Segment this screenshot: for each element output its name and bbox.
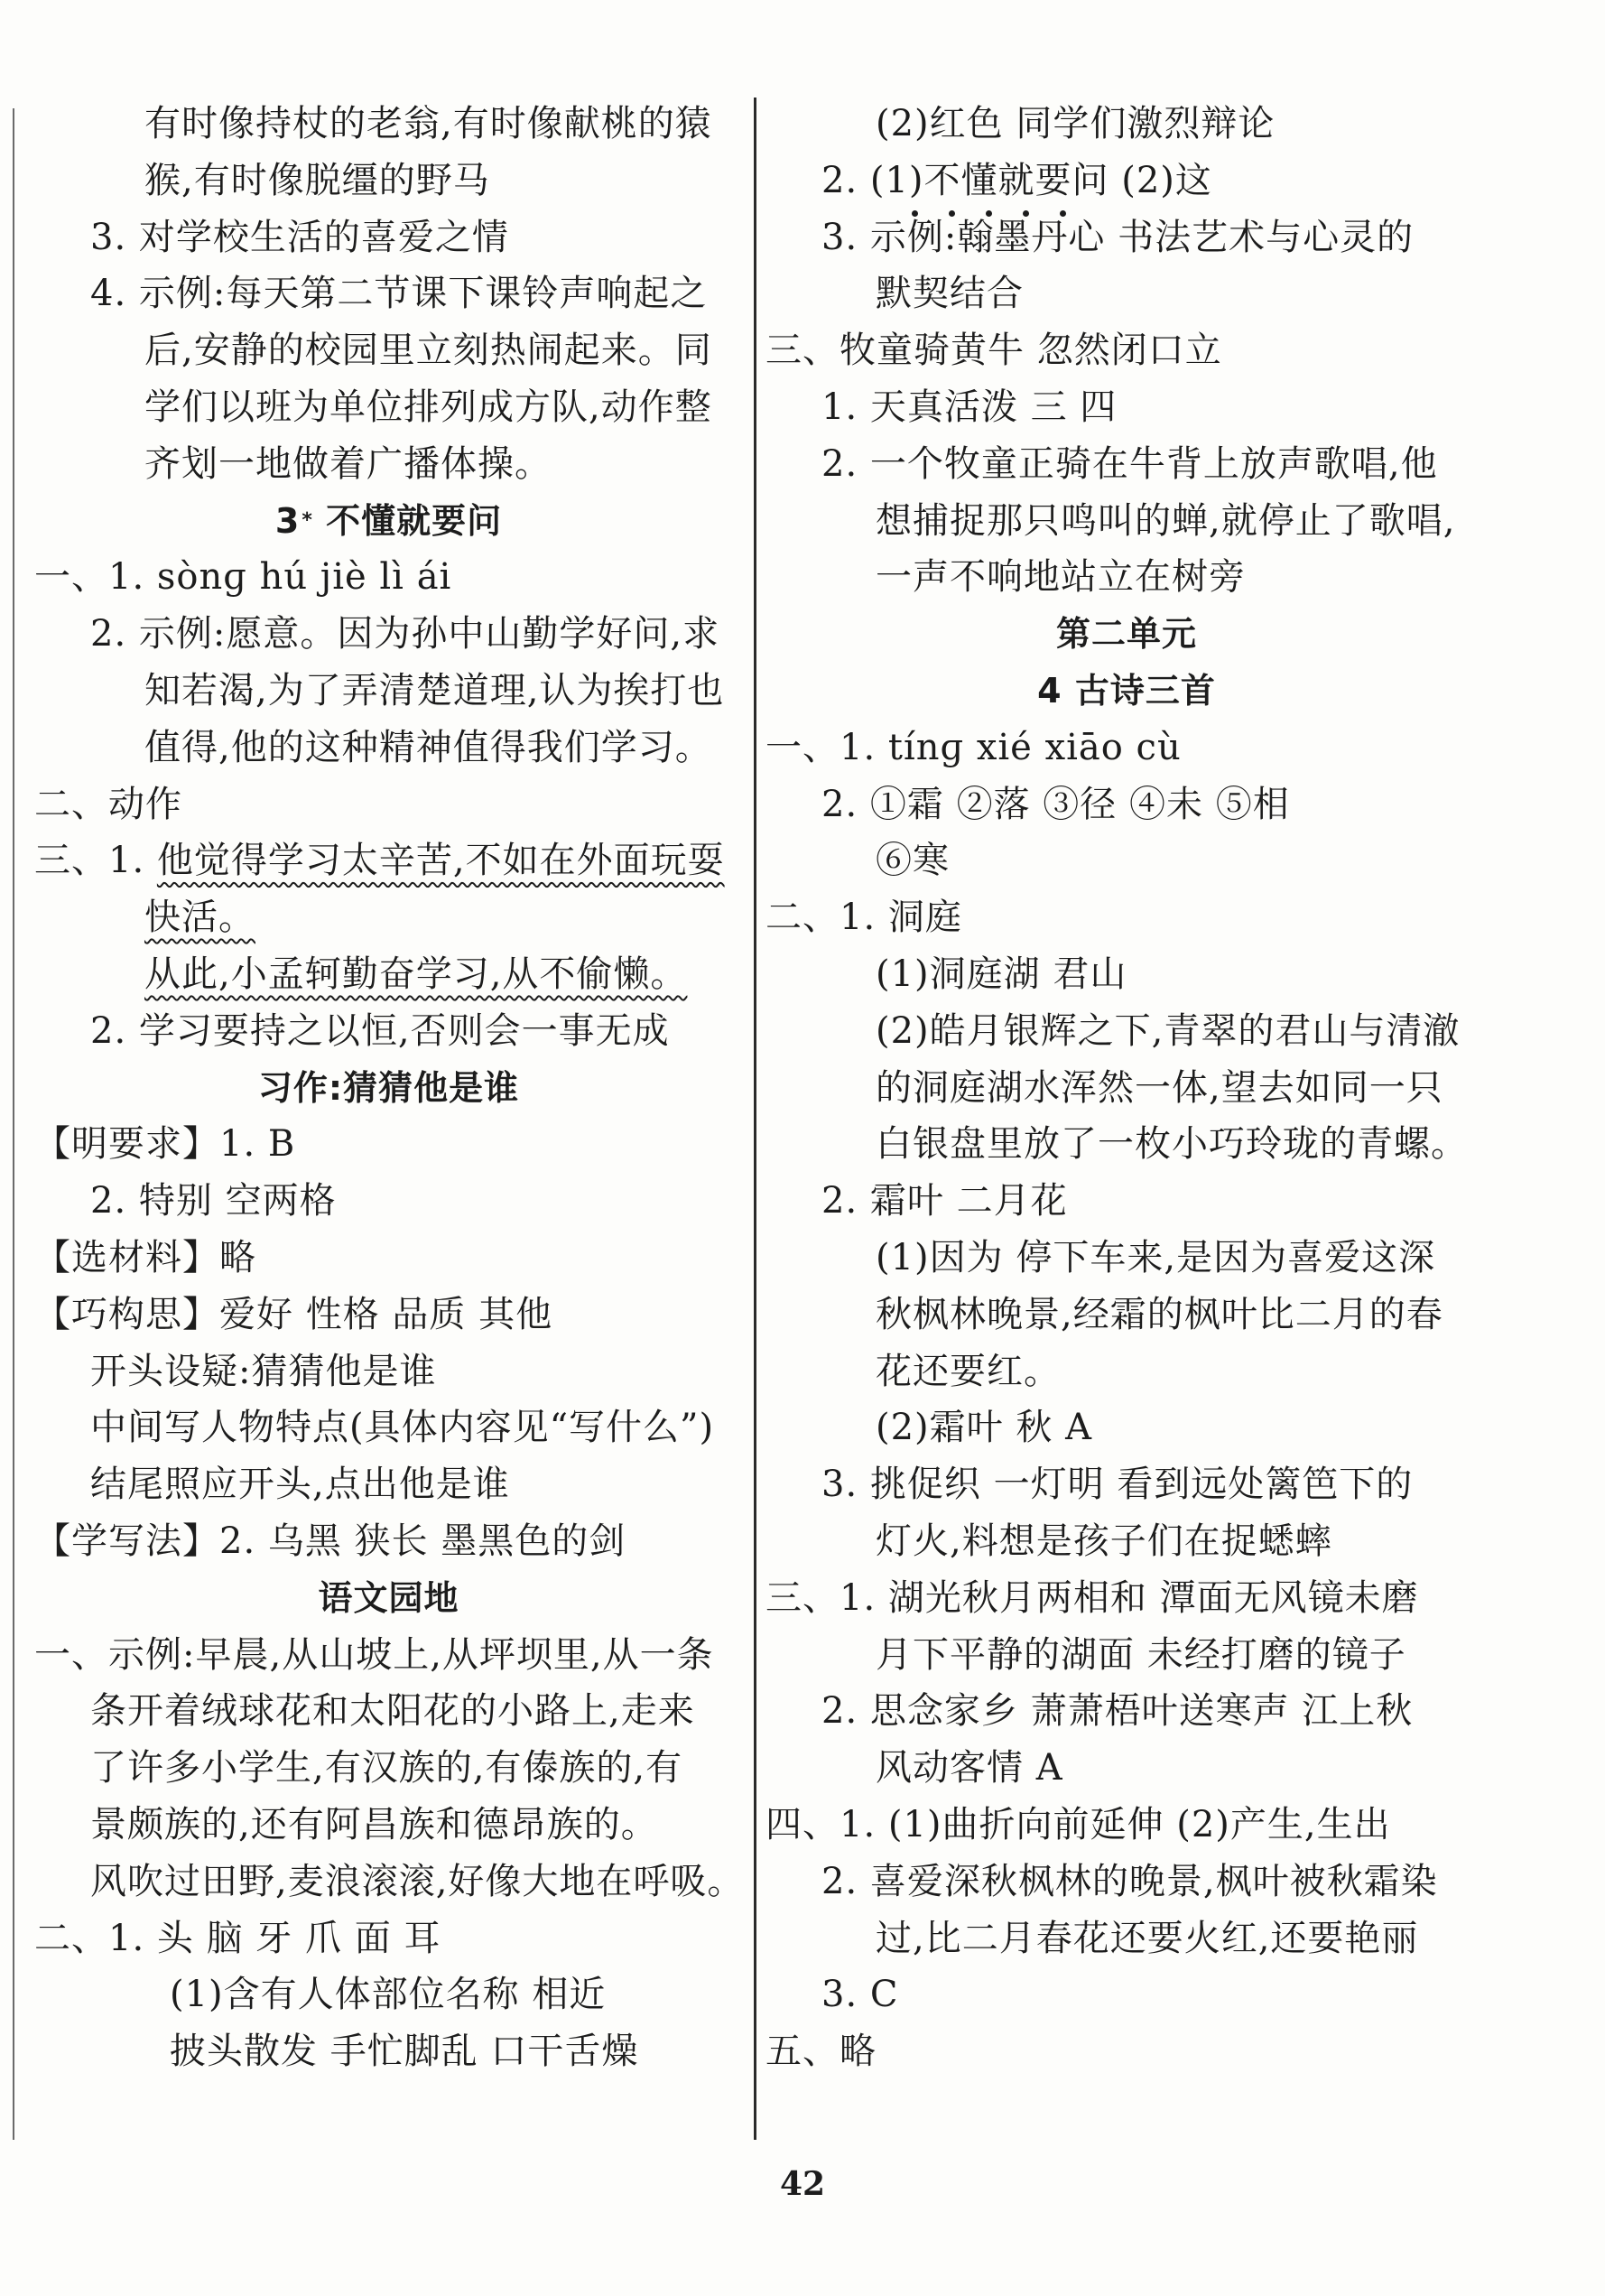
answer-line xyxy=(34,99,743,148)
answer-line xyxy=(765,1290,1488,1339)
line-text: 灯火,料想是孩子们在捉蟋蟀 xyxy=(876,1520,1332,1562)
line-text: (1)因为 停下车来,是因为喜爱这深 xyxy=(876,1237,1436,1278)
line-text: 二、1. 头 脑 牙 爪 面 耳 xyxy=(34,1917,441,1959)
line-text: 2. 特别 空两格 xyxy=(90,1180,337,1222)
answer-line xyxy=(34,1290,743,1339)
line-text: 知若渴,为了弄清楚道理,认为挨打也 xyxy=(144,670,725,711)
answer-line xyxy=(765,553,1488,601)
answer-line xyxy=(34,1347,743,1396)
answer-line xyxy=(34,1233,743,1282)
line-text: 第二单元 xyxy=(1055,614,1197,655)
line-text: 四、1. (1)曲折向前延伸 (2)产生,生出 xyxy=(765,1804,1391,1845)
line-text: 开头设疑:猜猜他是谁 xyxy=(90,1350,437,1392)
answer-line xyxy=(34,1857,743,1906)
answer-line xyxy=(765,780,1488,829)
answer-line xyxy=(765,2027,1488,2076)
answer-line xyxy=(34,213,743,262)
line-text: 3. 示例:翰墨丹心 书法艺术与心灵的 xyxy=(821,216,1415,258)
answer-line xyxy=(34,1743,743,1792)
answer-line xyxy=(34,1460,743,1509)
line-text: (2)皓月银辉之下,青翠的君山与清澈 xyxy=(876,1009,1461,1052)
line-text: 1. 天真活泼 三 四 xyxy=(821,386,1118,428)
line-text: 二、动作 xyxy=(34,783,182,825)
line-text: 【选材料】略 xyxy=(34,1237,256,1278)
answer-line xyxy=(765,1460,1488,1509)
line-text: 2. 霜叶 二月花 xyxy=(821,1180,1068,1222)
line-text: 值得,他的这种精神值得我们学习。 xyxy=(144,726,712,768)
answer-line xyxy=(34,1403,743,1452)
line-text: 猴,有时像脱缰的野马 xyxy=(144,159,490,201)
answer-line xyxy=(765,1176,1488,1225)
line-text: 一、1. tínɡ xié xiāo cù xyxy=(765,726,1182,768)
answer-line xyxy=(34,950,743,999)
line-text: 五、略 xyxy=(765,2031,877,2073)
answer-line xyxy=(34,666,743,715)
line-text: 三、牧童骑黄牛 忽然闭口立 xyxy=(765,330,1222,372)
line-text: 从此,小孟轲勤奋学习,从不偷懒。 xyxy=(144,953,688,995)
answer-line xyxy=(34,723,743,772)
line-text: 语文园地 xyxy=(318,1577,459,1618)
line-text: 2. 学习要持之以恒,否则会一事无成 xyxy=(90,1009,670,1052)
answer-line xyxy=(765,497,1488,545)
answer-line xyxy=(765,893,1488,942)
line-text: 了许多小学生,有汉族的,有傣族的,有 xyxy=(90,1747,683,1789)
section-heading xyxy=(34,1574,743,1622)
answer-line xyxy=(34,836,743,885)
answer-line xyxy=(765,1800,1488,1849)
line-text: 中间写人物特点(具体内容见“写什么”) xyxy=(90,1407,715,1449)
answer-line xyxy=(34,1631,743,1679)
answer-line xyxy=(765,1517,1488,1566)
answer-line xyxy=(765,950,1488,999)
answer-line xyxy=(765,269,1488,318)
line-text: 后,安静的校园里立刻热闹起来。同 xyxy=(144,330,712,372)
answer-line xyxy=(765,1743,1488,1792)
answer-line xyxy=(765,836,1488,885)
answer-line xyxy=(34,553,743,601)
heading-title: 不懂就要问 xyxy=(312,500,503,541)
section-heading xyxy=(765,666,1488,715)
line-text: 想捕捉那只鸣叫的蝉,就停止了歌唱, xyxy=(876,499,1456,542)
line-text: 【巧构思】爱好 性格 品质 其他 xyxy=(34,1293,553,1335)
binding-edge-line xyxy=(13,108,14,2140)
section-heading xyxy=(34,497,743,545)
line-text: 习作:猜猜他是谁 xyxy=(257,1067,520,1108)
line-text: 齐划一地做着广播体操。 xyxy=(144,442,552,485)
line-text: 二、1. 洞庭 xyxy=(765,897,962,939)
column-divider xyxy=(754,98,756,2140)
line-text: 风动客情 A xyxy=(876,1747,1063,1789)
line-text: 过,比二月春花还要火红,还要艳丽 xyxy=(876,1917,1419,1959)
answer-line xyxy=(34,326,743,375)
answer-line xyxy=(765,1631,1488,1679)
answer-line xyxy=(765,326,1488,375)
answer-line xyxy=(34,2027,743,2076)
answer-line xyxy=(34,1687,743,1735)
line-text: 披头散发 手忙脚乱 口干舌燥 xyxy=(170,2031,639,2073)
answer-line xyxy=(765,1120,1488,1168)
line-text: 2. 思念家乡 萧萧梧叶送寒声 江上秋 xyxy=(821,1690,1414,1733)
line-text: 4 古诗三首 xyxy=(1037,671,1216,711)
answer-line xyxy=(34,1970,743,2019)
line-text: 一、1. sònɡ hú jiè lì ái xyxy=(34,556,452,599)
answer-line xyxy=(765,1857,1488,1906)
line-text: (2)霜叶 秋 A xyxy=(876,1407,1092,1449)
line-text: 风吹过田野,麦浪滚滚,好像大地在呼吸。 xyxy=(90,1860,745,1902)
page-number: 42 xyxy=(779,2165,826,2203)
answer-line xyxy=(34,609,743,658)
section-heading xyxy=(765,609,1488,658)
line-text: 结尾照应开头,点出他是谁 xyxy=(90,1464,510,1506)
answer-line xyxy=(34,780,743,829)
answer-line xyxy=(34,893,743,942)
answer-line xyxy=(765,1064,1488,1112)
line-text: 2. (1)不懂就要问 (2)这 xyxy=(821,159,1212,201)
line-text: 秋枫林晚景,经霜的枫叶比二月的春 xyxy=(876,1293,1443,1335)
line-text: 景颇族的,还有阿昌族和德昂族的。 xyxy=(90,1804,658,1845)
answer-line xyxy=(34,269,743,318)
answer-line xyxy=(34,156,743,205)
answer-line xyxy=(765,99,1488,148)
answer-line xyxy=(34,440,743,488)
answer-line xyxy=(765,723,1488,772)
line-text: 白银盘里放了一枚小巧玲珑的青螺。 xyxy=(876,1123,1468,1166)
line-text: 一声不响地站立在树旁 xyxy=(876,556,1246,599)
answer-line xyxy=(765,1970,1488,2019)
line-text: 默契结合 xyxy=(876,273,1024,315)
line-text: 4. 示例:每天第二节课下课铃声响起之 xyxy=(90,273,708,315)
line-text: 3 xyxy=(274,500,301,541)
answer-line xyxy=(765,1403,1488,1452)
line-text: 三、1. 他觉得学习太辛苦,不如在外面玩耍 xyxy=(34,840,725,882)
line-text: 2. ①霜 ②落 ③径 ④未 ⑤相 xyxy=(821,783,1290,825)
line-text: 月下平静的湖面 未经打磨的镜子 xyxy=(876,1633,1406,1676)
line-text: 3. 对学校生活的喜爱之情 xyxy=(90,216,509,258)
line-text: 的洞庭湖水浑然一体,望去如同一只 xyxy=(876,1066,1443,1109)
line-text: 2. 示例:愿意。因为孙中山勤学好问,求 xyxy=(90,613,720,655)
answer-line xyxy=(765,1347,1488,1396)
section-heading xyxy=(34,1064,743,1112)
answer-line xyxy=(765,1914,1488,1963)
optional-lesson-mark: * xyxy=(302,508,313,532)
line-text: ⑥寒 xyxy=(876,840,950,882)
answer-line xyxy=(34,1120,743,1168)
line-text: (2)红色 同学们激烈辩论 xyxy=(876,103,1276,144)
answer-line xyxy=(765,1687,1488,1735)
line-text: 花还要红。 xyxy=(876,1350,1061,1392)
answer-line xyxy=(34,1176,743,1225)
answer-line xyxy=(34,1517,743,1566)
answer-line xyxy=(765,1574,1488,1622)
line-text: (1)含有人体部位名称 相近 xyxy=(170,1974,607,2016)
answer-line xyxy=(765,156,1488,205)
line-text: (1)洞庭湖 君山 xyxy=(876,953,1127,995)
answer-line xyxy=(765,383,1488,432)
line-text: 条开着绒球花和太阳花的小路上,走来 xyxy=(90,1690,695,1733)
answer-line xyxy=(765,1233,1488,1282)
line-text: 有时像持杖的老翁,有时像献桃的猿 xyxy=(144,103,712,144)
answer-line xyxy=(765,213,1488,262)
line-text: 快活。 xyxy=(144,897,255,939)
answer-line xyxy=(34,383,743,432)
line-text: 学们以班为单位排列成方队,动作整 xyxy=(144,386,712,428)
line-text: 【学写法】2. 乌黑 狭长 墨黑色的剑 xyxy=(34,1520,626,1562)
line-text: 2. 一个牧童正骑在牛背上放声歌唱,他 xyxy=(821,442,1438,485)
answer-line xyxy=(765,440,1488,488)
answer-line xyxy=(34,1007,743,1055)
answer-line xyxy=(765,1007,1488,1055)
line-text: 三、1. 湖光秋月两相和 潭面无风镜未磨 xyxy=(765,1576,1419,1619)
line-text: 2. 喜爱深秋枫林的晚景,枫叶被秋霜染 xyxy=(821,1860,1438,1902)
answer-line xyxy=(34,1914,743,1963)
line-text: 一、示例:早晨,从山坡上,从坪坝里,从一条 xyxy=(34,1633,714,1676)
line-text: 【明要求】1. B xyxy=(34,1123,296,1166)
line-text: 3. 挑促织 一灯明 看到远处篱笆下的 xyxy=(821,1464,1414,1506)
answer-line xyxy=(34,1800,743,1849)
line-text: 3. C xyxy=(821,1974,899,2016)
